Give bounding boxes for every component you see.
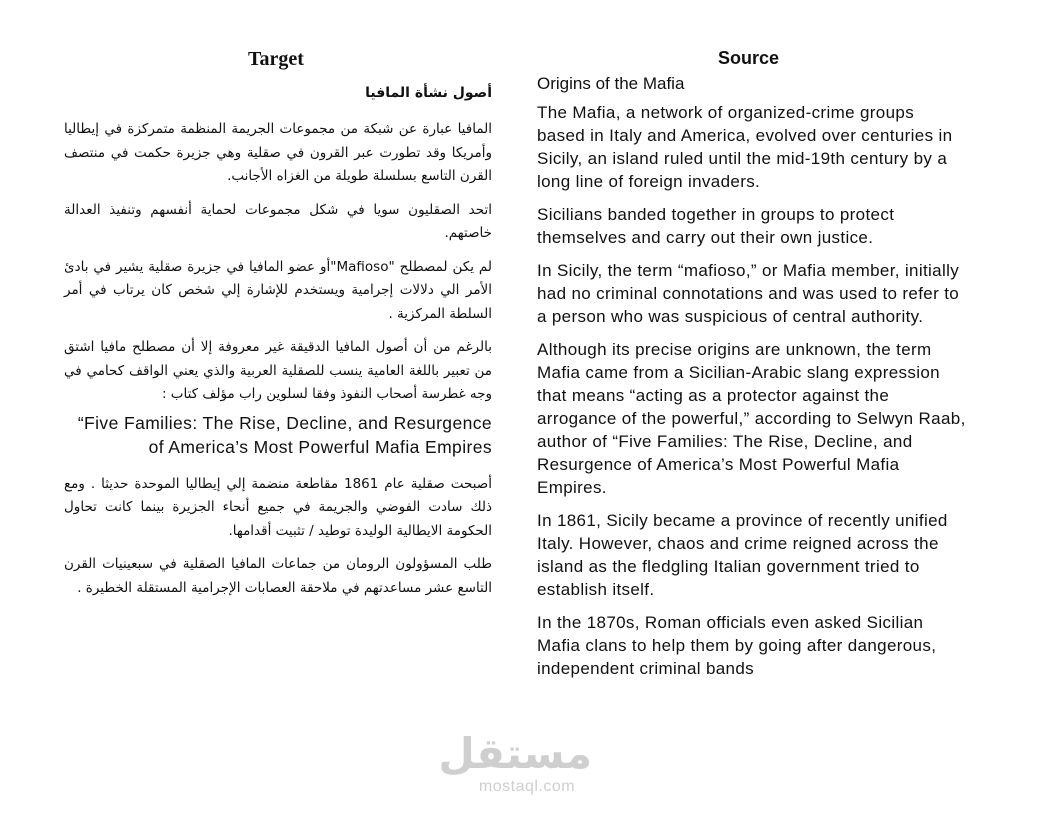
target-book-title-quote: “Five Families: The Rise, Decline, and Resurgence of America’s Most Powerful Mafia Empires bbox=[77, 412, 492, 457]
source-paragraph-6: In the 1870s, Roman officials even asked Sicilian Mafia clans to help them by going after dangerous, independent criminal bands bbox=[537, 613, 937, 678]
source-paragraph-4: Although its precise origins are unknown, the term Mafia came from a Sicilian-Arabic slang expression that means “acting as a protector against the arrogance of the powerful,” according to Selwyn Raab, author of “Five Families: The Rise, Decline, and Resurgence of America’s Most Powerful Mafia Empires. bbox=[537, 340, 966, 497]
target-paragraph-3: لم يكن لمصطلح "Mafioso"أو عضو المافيا في جزيرة صقلية يشير في بادئ الأمر الي دلالات إجرامية ويستخدم للإشارة إلي شخص كان يرتاب في أمر السلطة المركزية . bbox=[64, 258, 492, 322]
source-paragraph-5: In 1861, Sicily became a province of recently unified Italy. However, chaos and crime reigned across the island as the fledgling Italian government tried to establish itself. bbox=[537, 511, 948, 599]
watermark-arabic-logo: مستقل bbox=[438, 729, 592, 778]
target-paragraph-6: طلب المسؤولون الرومان من جماعات المافيا الصقلية في سبعينيات القرن التاسع عشر مساعدتهم في ملاحقة العصابات الإجرامية المستقلة الخطيرة . bbox=[64, 556, 492, 596]
target-paragraph-4: بالرغم من أن أصول المافيا الدقيقة غير معروفة إلا أن مصطلح مافيا اشتق من تعبير باللغة العامية ينسب للصقلية العربية والذي يعني الواقف كحامي في وجه غطرسة أصحاب النفوذ وفقا لسلوين راب مؤلف كتاب : bbox=[64, 339, 492, 402]
source-heading: Origins of the Mafia bbox=[537, 74, 685, 93]
watermark-url: mostaql.com bbox=[478, 778, 576, 795]
source-column-title: Source bbox=[718, 48, 780, 68]
source-paragraph-2: Sicilians banded together in groups to protect themselves and carry out their own justice. bbox=[537, 205, 895, 247]
target-column bbox=[64, 84, 492, 610]
target-paragraph-2: اتحد الصقليون سويا في شكل مجموعات لحماية أنفسهم وتنفيذ العدالة خاصتهم. bbox=[64, 201, 492, 241]
mostaql-watermark bbox=[438, 729, 592, 796]
source-column bbox=[537, 72, 967, 690]
target-column-title: Target bbox=[248, 48, 304, 70]
source-paragraph-1: The Mafia, a network of organized-crime groups based in Italy and America, evolved over centuries in Sicily, an island ruled until the mid-19th century by a long line of foreign invaders. bbox=[537, 103, 953, 191]
target-paragraph-1: المافيا عبارة عن شبكة من مجموعات الجريمة المنظمة متمركزة في إيطاليا وأمريكا وقد تطورت عبر القرون في صقلية وهي جزيرة حكمت في منتصف القرن التاسع بسلسلة طويلة من الغزاه الأجانب. bbox=[64, 121, 492, 184]
target-paragraph-5: أصبحت صقلية عام 1861 مقاطعة منضمة إلي إيطاليا الموحدة حديثا . ومع ذلك سادت الفوضي والجريمة في جميع أنحاء الجزيرة بينما كانت تحاول الحكومة الايطالية الوليدة توطيد / تثبيت أقدامها. bbox=[64, 475, 492, 539]
target-heading: أصول نشأة المافيا bbox=[365, 85, 492, 101]
source-paragraph-3: In Sicily, the term “mafioso,” or Mafia member, initially had no criminal connotations and was used to refer to a person who was suspicious of central authority. bbox=[537, 261, 960, 326]
